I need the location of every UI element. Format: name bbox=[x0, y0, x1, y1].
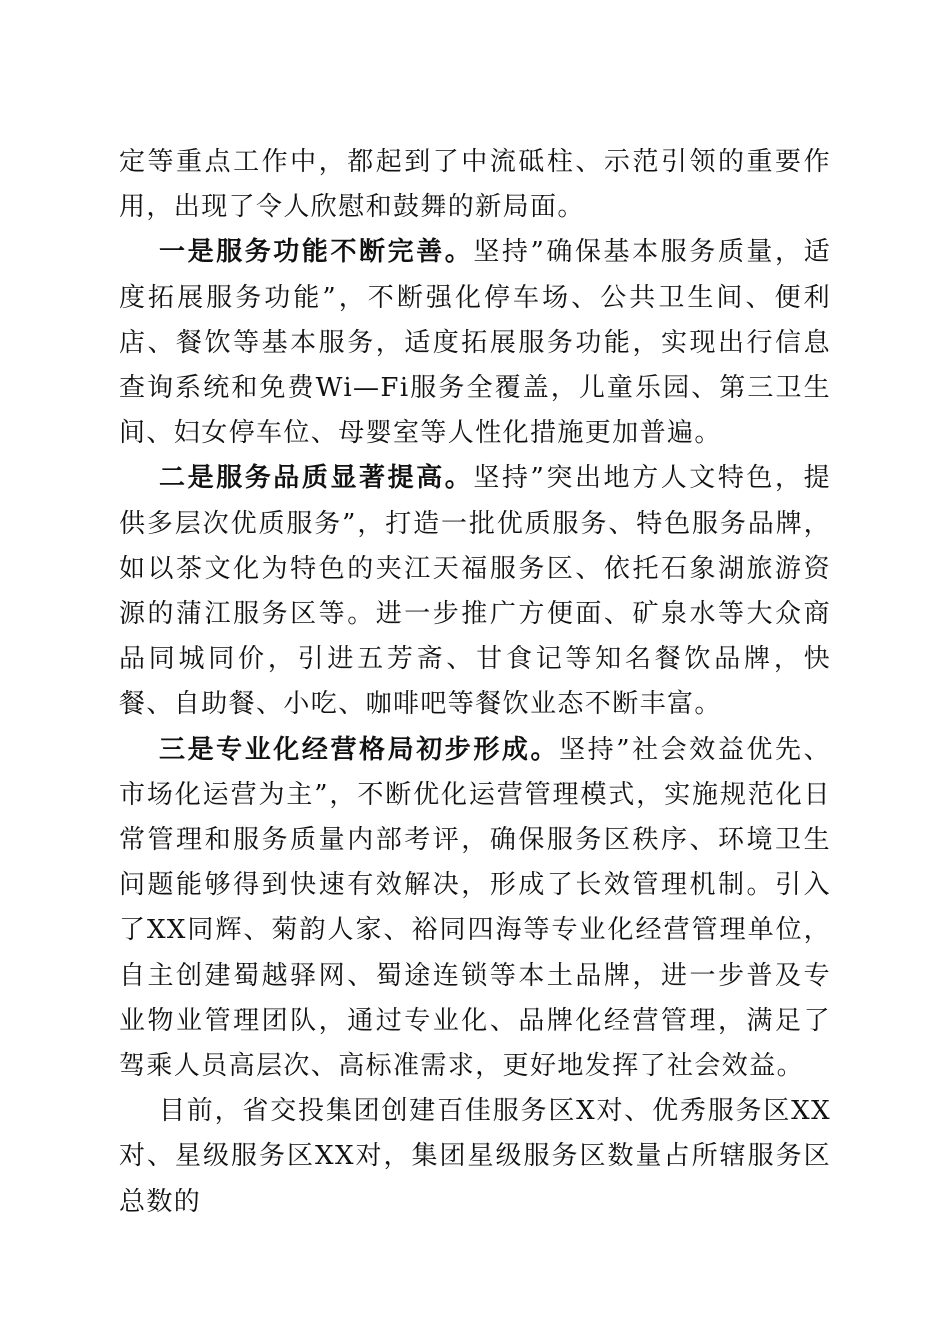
paragraph-text: 坚持”确保基本服务质量，适度拓展服务功能”，不断强化停车场、公共卫生间、便利店、餐饮等基本服务，适度拓展服务功能，实现出行信息查询系统和免费Wi—Fi服务全覆盖，儿童乐园、第三卫生间、妇女停车位、母婴室等人性化措施更加普遍。 bbox=[119, 237, 831, 449]
paragraph-heading: 二是服务品质显著提高。 bbox=[159, 463, 474, 494]
paragraph-text: 坚持”社会效益优先、市场化运营为主”，不断优化运营管理模式，实施规范化日常管理和服务质量内部考评，确保服务区秩序、环境卫生问题能够得到快速有效解决，形成了长效管理机制。引入了XX同辉、菊韵人家、裕同四海等专业化经营管理单位，自主创建蜀越驿网、蜀途连锁等本土品牌，进一步普及专业物业管理团队，通过专业化、品牌化经营管理，满足了驾乘人员高层次、高标准需求，更好地发挥了社会效益。 bbox=[119, 734, 831, 1082]
paragraph-professional-operation bbox=[119, 728, 831, 1090]
paragraph-service-quality bbox=[119, 456, 831, 727]
paragraph-current-status bbox=[119, 1089, 831, 1225]
paragraph-text: 定等重点工作中，都起到了中流砥柱、示范引领的重要作用，出现了令人欣慰和鼓舞的新局面。 bbox=[119, 147, 831, 223]
paragraph-heading: 三是专业化经营格局初步形成。 bbox=[159, 734, 560, 765]
paragraph-text: 坚持”突出地方人文特色，提供多层次优质服务”，打造一批优质服务、特色服务品牌，如以茶文化为特色的夹江天福服务区、依托石象湖旅游资源的蒲江服务区等。进一步推广方便面、矿泉水等大众商品同城同价，引进五芳斋、甘食记等知名餐饮品牌，快餐、自助餐、小吃、咖啡吧等餐饮业态不断丰富。 bbox=[119, 463, 831, 720]
body-text bbox=[119, 140, 831, 1225]
paragraph-service-function bbox=[119, 230, 831, 456]
paragraph-continuation bbox=[119, 140, 831, 230]
paragraph-heading: 一是服务功能不断完善。 bbox=[159, 237, 474, 268]
paragraph-text: 目前，省交投集团创建百佳服务区X对、优秀服务区XX对、星级服务区XX对，集团星级服务区数量占所辖服务区总数的 bbox=[119, 1096, 831, 1217]
